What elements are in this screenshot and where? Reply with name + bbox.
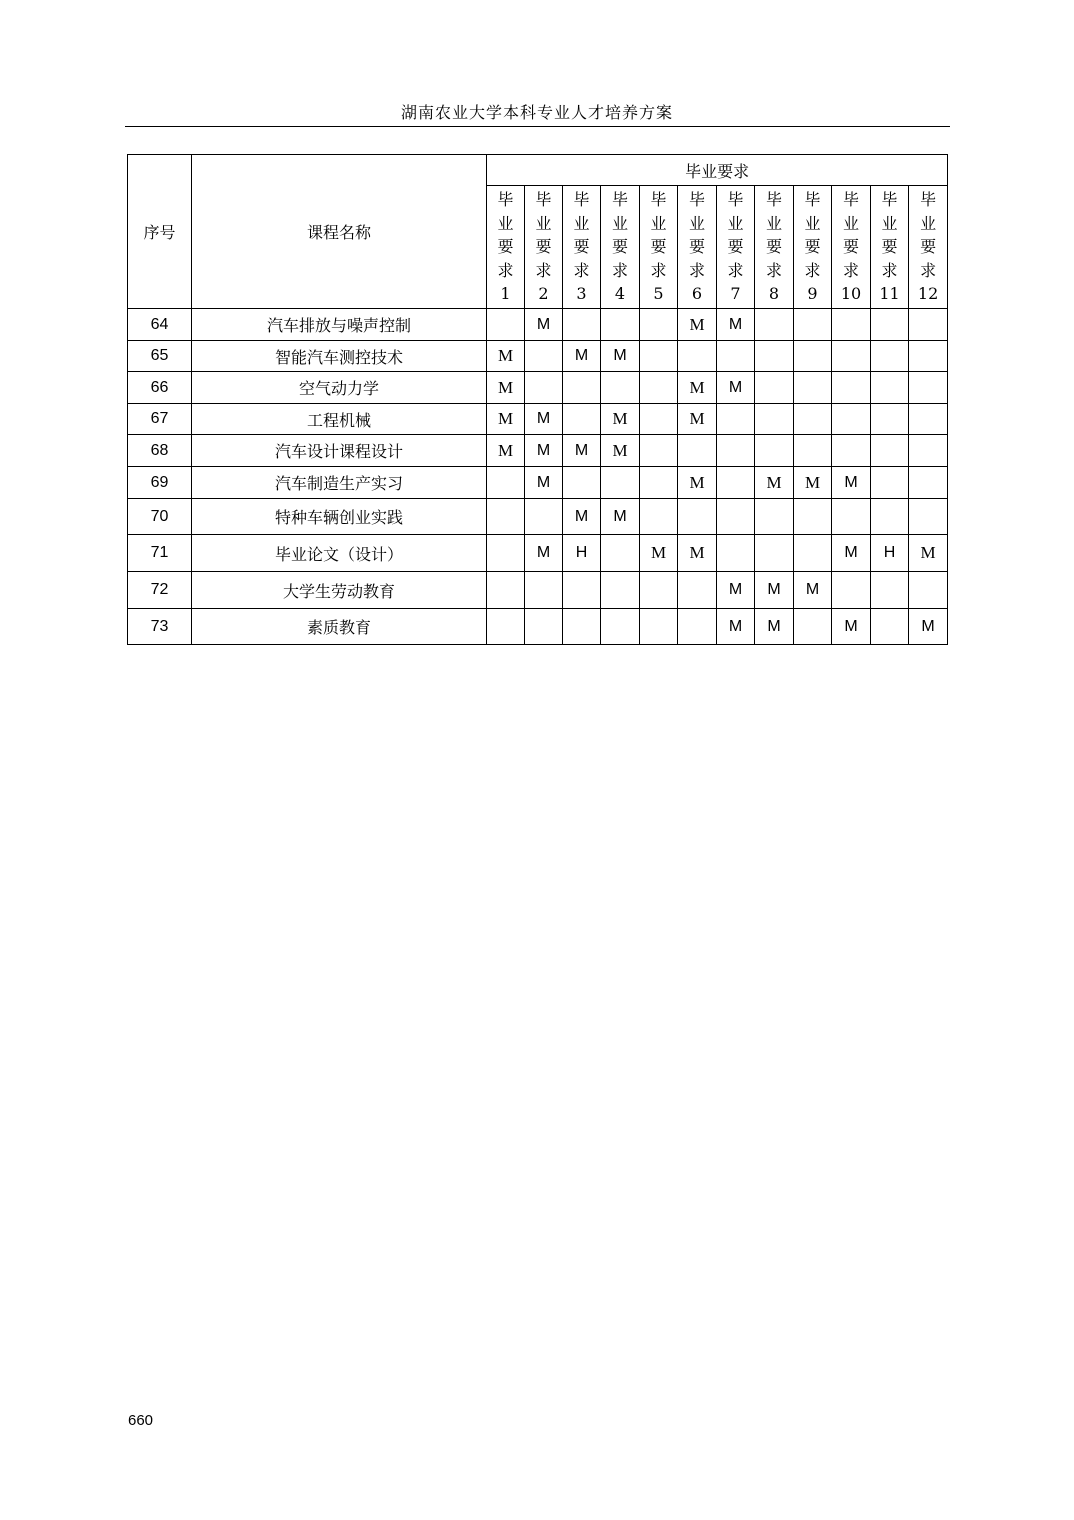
row-requirement-cell-6 <box>678 341 717 372</box>
row-requirement-cell-10: M <box>832 467 871 499</box>
page-header-title: 湖南农业大学本科专业人才培养方案 <box>400 103 673 122</box>
row-requirement-cell-10 <box>832 309 871 341</box>
row-requirement-cell-9 <box>794 372 832 404</box>
requirement-header-char: 要 <box>920 237 937 257</box>
column-header-requirement-8 <box>755 186 794 309</box>
requirement-header-char: 业 <box>535 213 552 233</box>
column-header-requirement-10 <box>832 186 871 309</box>
row-requirement-cell-10 <box>832 499 871 535</box>
requirement-header-char: 求 <box>842 260 859 280</box>
requirement-header-char: 业 <box>804 213 821 233</box>
row-requirement-cell-8 <box>755 499 794 535</box>
requirement-header-char: 要 <box>650 237 667 257</box>
row-requirement-cell-4: M <box>601 341 640 372</box>
row-requirement-cell-5: M <box>640 535 678 572</box>
row-requirement-cell-2: M <box>525 435 563 467</box>
requirement-header-number: 10 <box>840 284 862 304</box>
column-header-requirement-3 <box>563 186 601 309</box>
row-requirement-cell-10: M <box>832 535 871 572</box>
row-requirement-cell-3: M <box>563 499 601 535</box>
row-requirement-cell-8: M <box>755 609 794 645</box>
row-requirement-cell-9 <box>794 499 832 535</box>
row-requirement-cell-2: M <box>525 404 563 435</box>
requirement-header-char: 毕 <box>688 190 705 210</box>
requirement-header-char: 求 <box>650 260 667 280</box>
row-requirement-cell-3 <box>563 467 601 499</box>
row-requirement-cell-4: M <box>601 404 640 435</box>
row-requirement-cell-6 <box>678 572 717 609</box>
row-requirement-cell-2: M <box>525 467 563 499</box>
row-requirement-cell-9 <box>794 535 832 572</box>
column-header-requirement-12 <box>909 186 948 309</box>
row-requirement-cell-4 <box>601 572 640 609</box>
requirement-header-char: 毕 <box>497 190 514 210</box>
requirement-header-char: 要 <box>497 237 514 257</box>
row-course-name: 汽车制造生产实习 <box>192 467 487 499</box>
column-header-requirement-11 <box>871 186 909 309</box>
requirement-header-char: 业 <box>650 213 667 233</box>
requirement-header-char: 求 <box>920 260 937 280</box>
row-requirement-cell-11 <box>871 372 909 404</box>
row-requirement-cell-3 <box>563 572 601 609</box>
requirement-header-char: 毕 <box>611 190 628 210</box>
row-course-name: 特种车辆创业实践 <box>192 499 487 535</box>
column-header-requirement-6 <box>678 186 717 309</box>
table-row <box>128 572 948 609</box>
page-number: 660 <box>128 1412 154 1429</box>
row-requirement-cell-10 <box>832 372 871 404</box>
row-requirement-cell-1: M <box>487 435 525 467</box>
row-requirement-cell-4 <box>601 309 640 341</box>
column-header-course-name: 课程名称 <box>192 155 487 309</box>
row-requirement-cell-5 <box>640 435 678 467</box>
row-course-name: 素质教育 <box>192 609 487 645</box>
row-course-name: 智能汽车测控技术 <box>192 341 487 372</box>
requirement-header-char: 业 <box>573 213 590 233</box>
row-requirement-cell-6: M <box>678 535 717 572</box>
requirement-header-char: 毕 <box>804 190 821 210</box>
row-requirement-cell-12 <box>909 572 948 609</box>
row-requirement-cell-7 <box>717 341 755 372</box>
requirement-header-char: 求 <box>611 260 628 280</box>
row-requirement-cell-7 <box>717 435 755 467</box>
row-requirement-cell-1 <box>487 535 525 572</box>
row-requirement-cell-2 <box>525 341 563 372</box>
row-requirement-cell-1 <box>487 609 525 645</box>
row-requirement-cell-8: M <box>755 467 794 499</box>
requirement-header-char: 求 <box>765 260 782 280</box>
row-requirement-cell-2: M <box>525 309 563 341</box>
row-seq: 73 <box>128 609 192 645</box>
requirement-header-char: 业 <box>611 213 628 233</box>
row-requirement-cell-3: H <box>563 535 601 572</box>
requirement-header-number: 3 <box>576 284 587 304</box>
requirement-header-number: 7 <box>730 284 741 304</box>
requirement-header-char: 业 <box>688 213 705 233</box>
row-requirement-cell-6: M <box>678 404 717 435</box>
row-requirement-cell-4: M <box>601 435 640 467</box>
column-header-requirement-2 <box>525 186 563 309</box>
requirement-header-char: 毕 <box>920 190 937 210</box>
row-seq: 70 <box>128 499 192 535</box>
row-course-name: 毕业论文（设计） <box>192 535 487 572</box>
requirement-header-char: 求 <box>535 260 552 280</box>
row-requirement-cell-11: H <box>871 535 909 572</box>
column-group-header: 毕业要求 <box>487 155 948 186</box>
row-seq: 65 <box>128 341 192 372</box>
row-requirement-cell-4 <box>601 372 640 404</box>
column-header-requirement-7 <box>717 186 755 309</box>
row-requirement-cell-5 <box>640 404 678 435</box>
row-requirement-cell-8: M <box>755 572 794 609</box>
row-requirement-cell-5 <box>640 341 678 372</box>
row-requirement-cell-3 <box>563 309 601 341</box>
row-requirement-cell-7: M <box>717 309 755 341</box>
requirement-header-char: 毕 <box>535 190 552 210</box>
requirement-header-char: 业 <box>842 213 859 233</box>
row-requirement-cell-11 <box>871 341 909 372</box>
requirement-header-char: 业 <box>881 213 898 233</box>
table-row <box>128 404 948 435</box>
row-requirement-cell-1 <box>487 499 525 535</box>
row-course-name: 汽车设计课程设计 <box>192 435 487 467</box>
row-requirement-cell-1: M <box>487 404 525 435</box>
requirement-header-number: 11 <box>879 284 900 304</box>
requirement-header-number: 12 <box>917 284 939 304</box>
row-requirement-cell-4 <box>601 535 640 572</box>
row-requirement-cell-3 <box>563 404 601 435</box>
requirement-header-number: 5 <box>653 284 664 304</box>
row-requirement-cell-12 <box>909 435 948 467</box>
row-requirement-cell-2 <box>525 499 563 535</box>
header-row-group <box>128 155 948 186</box>
row-requirement-cell-1 <box>487 572 525 609</box>
column-header-requirement-5 <box>640 186 678 309</box>
row-requirement-cell-3 <box>563 372 601 404</box>
requirements-matrix-table <box>127 154 948 645</box>
row-requirement-cell-5 <box>640 467 678 499</box>
row-requirement-cell-8 <box>755 535 794 572</box>
row-requirement-cell-7 <box>717 499 755 535</box>
requirement-header-char: 求 <box>573 260 590 280</box>
requirement-header-char: 要 <box>804 237 821 257</box>
row-requirement-cell-2: M <box>525 535 563 572</box>
row-requirement-cell-9 <box>794 609 832 645</box>
row-requirement-cell-8 <box>755 341 794 372</box>
table-row <box>128 499 948 535</box>
row-requirement-cell-11 <box>871 404 909 435</box>
column-header-requirement-9 <box>794 186 832 309</box>
row-requirement-cell-12: M <box>909 535 948 572</box>
row-requirement-cell-8 <box>755 435 794 467</box>
row-requirement-cell-12 <box>909 499 948 535</box>
table-row <box>128 467 948 499</box>
row-requirement-cell-10 <box>832 572 871 609</box>
requirement-header-number: 9 <box>807 284 818 304</box>
row-course-name: 空气动力学 <box>192 372 487 404</box>
requirement-header-char: 业 <box>497 213 514 233</box>
row-requirement-cell-6 <box>678 499 717 535</box>
row-requirement-cell-9: M <box>794 572 832 609</box>
requirement-header-char: 求 <box>881 260 898 280</box>
row-requirement-cell-11 <box>871 435 909 467</box>
requirement-header-char: 毕 <box>842 190 859 210</box>
requirement-header-char: 要 <box>573 237 590 257</box>
row-seq: 66 <box>128 372 192 404</box>
row-requirement-cell-12 <box>909 309 948 341</box>
column-header-seq: 序号 <box>128 155 192 309</box>
row-requirement-cell-8 <box>755 372 794 404</box>
row-requirement-cell-12 <box>909 372 948 404</box>
row-requirement-cell-10 <box>832 435 871 467</box>
row-requirement-cell-6: M <box>678 309 717 341</box>
row-requirement-cell-7: M <box>717 372 755 404</box>
row-requirement-cell-3 <box>563 609 601 645</box>
requirement-header-char: 毕 <box>727 190 744 210</box>
row-course-name: 汽车排放与噪声控制 <box>192 309 487 341</box>
requirement-header-char: 要 <box>881 237 898 257</box>
row-requirement-cell-5 <box>640 609 678 645</box>
row-requirement-cell-9 <box>794 435 832 467</box>
table-row <box>128 372 948 404</box>
row-requirement-cell-6: M <box>678 372 717 404</box>
requirement-header-char: 业 <box>765 213 782 233</box>
row-seq: 68 <box>128 435 192 467</box>
requirement-header-number: 6 <box>691 284 703 304</box>
row-requirement-cell-11 <box>871 309 909 341</box>
requirement-header-number: 4 <box>614 284 626 304</box>
table-body <box>128 309 948 645</box>
row-seq: 64 <box>128 309 192 341</box>
row-requirement-cell-1 <box>487 467 525 499</box>
row-requirement-cell-6 <box>678 435 717 467</box>
requirement-header-char: 要 <box>688 237 705 257</box>
requirement-header-char: 要 <box>727 237 744 257</box>
row-requirement-cell-5 <box>640 499 678 535</box>
row-requirement-cell-9: M <box>794 467 832 499</box>
requirement-header-char: 毕 <box>573 190 590 210</box>
row-requirement-cell-12 <box>909 467 948 499</box>
row-requirement-cell-3: M <box>563 435 601 467</box>
row-requirement-cell-1: M <box>487 341 525 372</box>
requirement-header-char: 要 <box>842 237 859 257</box>
table-row <box>128 435 948 467</box>
requirement-header-char: 求 <box>688 260 705 280</box>
requirement-header-char: 毕 <box>881 190 898 210</box>
row-requirement-cell-7: M <box>717 609 755 645</box>
requirement-header-number: 2 <box>538 284 549 304</box>
row-requirement-cell-2 <box>525 572 563 609</box>
requirement-header-char: 求 <box>727 260 744 280</box>
row-seq: 69 <box>128 467 192 499</box>
row-course-name: 工程机械 <box>192 404 487 435</box>
row-seq: 72 <box>128 572 192 609</box>
requirement-header-char: 业 <box>920 213 937 233</box>
row-requirement-cell-4 <box>601 609 640 645</box>
row-requirement-cell-11 <box>871 499 909 535</box>
column-header-requirement-4 <box>601 186 640 309</box>
row-requirement-cell-12 <box>909 341 948 372</box>
row-requirement-cell-7 <box>717 467 755 499</box>
requirement-header-char: 要 <box>765 237 782 257</box>
row-requirement-cell-11 <box>871 467 909 499</box>
requirement-header-char: 要 <box>611 237 628 257</box>
row-requirement-cell-7 <box>717 404 755 435</box>
row-requirement-cell-2 <box>525 372 563 404</box>
row-requirement-cell-8 <box>755 309 794 341</box>
row-requirement-cell-9 <box>794 404 832 435</box>
row-requirement-cell-4: M <box>601 499 640 535</box>
row-requirement-cell-4 <box>601 467 640 499</box>
header-rule <box>125 126 950 127</box>
requirement-header-char: 业 <box>727 213 744 233</box>
row-requirement-cell-12: M <box>909 609 948 645</box>
table-row <box>128 341 948 372</box>
row-requirement-cell-10 <box>832 341 871 372</box>
row-requirement-cell-6: M <box>678 467 717 499</box>
requirement-header-number: 8 <box>768 284 780 304</box>
row-requirement-cell-2 <box>525 609 563 645</box>
requirement-header-char: 要 <box>535 237 552 257</box>
table-row <box>128 309 948 341</box>
requirement-header-number: 1 <box>500 284 511 304</box>
row-requirement-cell-5 <box>640 572 678 609</box>
requirement-header-char: 求 <box>497 260 514 280</box>
row-course-name: 大学生劳动教育 <box>192 572 487 609</box>
row-requirement-cell-12 <box>909 404 948 435</box>
requirement-header-char: 求 <box>804 260 821 280</box>
row-requirement-cell-1: M <box>487 372 525 404</box>
row-requirement-cell-10 <box>832 404 871 435</box>
row-requirement-cell-5 <box>640 372 678 404</box>
row-requirement-cell-9 <box>794 341 832 372</box>
table-row <box>128 535 948 572</box>
row-seq: 71 <box>128 535 192 572</box>
row-requirement-cell-1 <box>487 309 525 341</box>
row-requirement-cell-6 <box>678 609 717 645</box>
row-requirement-cell-11 <box>871 572 909 609</box>
table-row <box>128 609 948 645</box>
row-requirement-cell-8 <box>755 404 794 435</box>
requirement-header-char: 毕 <box>650 190 667 210</box>
row-requirement-cell-3: M <box>563 341 601 372</box>
requirement-header-char: 毕 <box>765 190 782 210</box>
row-requirement-cell-9 <box>794 309 832 341</box>
row-requirement-cell-5 <box>640 309 678 341</box>
row-requirement-cell-7 <box>717 535 755 572</box>
row-requirement-cell-7: M <box>717 572 755 609</box>
row-requirement-cell-11 <box>871 609 909 645</box>
column-header-requirement-1 <box>487 186 525 309</box>
row-requirement-cell-10: M <box>832 609 871 645</box>
row-seq: 67 <box>128 404 192 435</box>
